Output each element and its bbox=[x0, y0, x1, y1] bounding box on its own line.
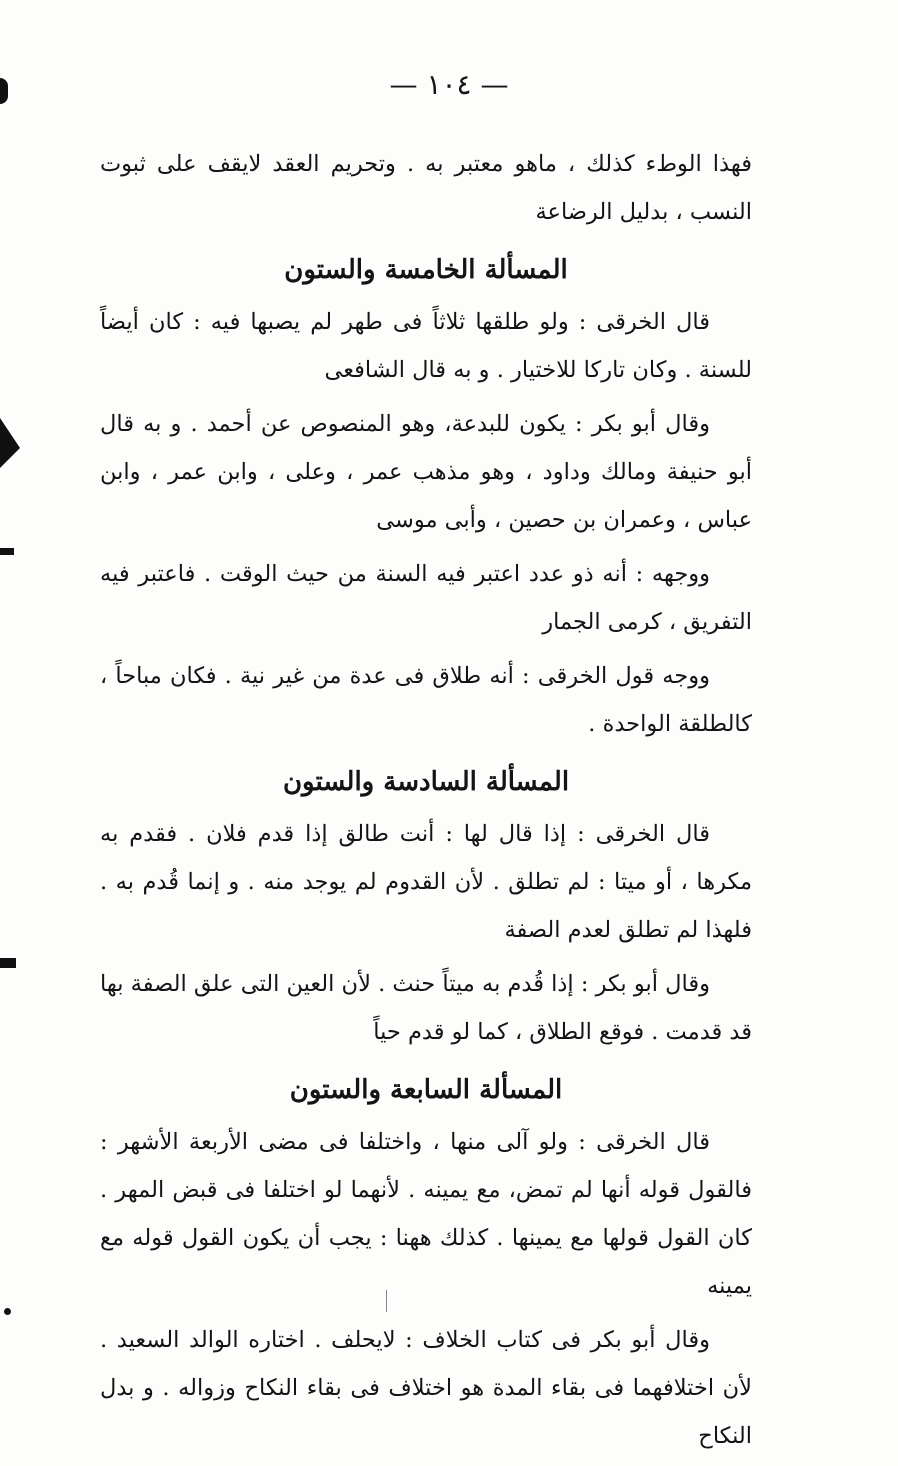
text-paragraph: فهذا الوطء كذلك ، ماهو معتبر به . وتحريم العقد لايقف على ثبوت النسب ، بدليل الرضاعة bbox=[100, 151, 752, 225]
text-paragraph: ووجه قول الخرقى : أنه طلاق فى عدة من غير نية . فكان مباحاً ، كالطلقة الواحدة . bbox=[100, 663, 752, 737]
text-paragraph: قال الخرقى : إذا قال لها : أنت طالق إذا قدم فلان . فقدم به مكرها ، أو ميتا : لم تطلق . لأن القدوم لم يوجد منه . و إنما قُدم به . فلهذا لم تطلق لعدم الصفة bbox=[100, 821, 752, 943]
section-heading: المسألة الخامسة والستون bbox=[284, 255, 568, 285]
text-paragraph: ووجهه : أنه ذو عدد اعتبر فيه السنة من حيث الوقت . فاعتبر فيه التفريق ، كرمى الجمار bbox=[100, 561, 752, 635]
scan-edge-mark bbox=[0, 548, 14, 555]
text-paragraph: قال الخرقى : ولو طلقها ثلاثاً فى طهر لم يصبها فيه : كان أيضاً للسنة . وكان تاركا للاختيار . و به قال الشافعى bbox=[100, 309, 752, 383]
scan-edge-mark bbox=[0, 418, 20, 468]
text-paragraph: قال الخرقى : ولو آلى منها ، واختلفا فى مضى الأربعة الأشهر : فالقول قوله أنها لم تمض، مع يمينه . لأنهما لو اختلفا فى قبض المهر . كان القول قولها مع يمينها . كذلك ههنا : يجب أن يكون القول قوله مع يمينه bbox=[100, 1129, 752, 1299]
scan-edge-mark bbox=[0, 78, 8, 104]
page-body bbox=[100, 140, 752, 1466]
section-heading: المسألة السادسة والستون bbox=[282, 767, 570, 797]
scan-edge-mark bbox=[0, 958, 16, 968]
text-paragraph: وقال أبو بكر فى كتاب الخلاف : لايحلف . اختاره الوالد السعيد . لأن اختلافهما فى بقاء المدة هو اختلاف فى بقاء النكاح وزواله . و بدل النكاح bbox=[100, 1327, 752, 1449]
text-paragraph: وقال أبو بكر : يكون للبدعة، وهو المنصوص عن أحمد . و به قال أبو حنيفة ومالك وداود ، وهو مذهب عمر ، وعلى ، وابن عمر ، وابن عباس ، وعمران بن حصين ، وأبى موسى bbox=[100, 411, 752, 533]
page-number: — ١٠٤ — bbox=[389, 68, 509, 101]
scan-divider-line bbox=[386, 1290, 387, 1312]
text-paragraph: وقال أبو بكر : إذا قُدم به ميتاً حنث . لأن العين التى علق الصفة بها قد قدمت . فوقع الطلاق ، كما لو قدم حياً bbox=[100, 971, 752, 1045]
scan-edge-mark bbox=[4, 1308, 11, 1315]
section-heading: المسألة السابعة والستون bbox=[289, 1075, 563, 1105]
